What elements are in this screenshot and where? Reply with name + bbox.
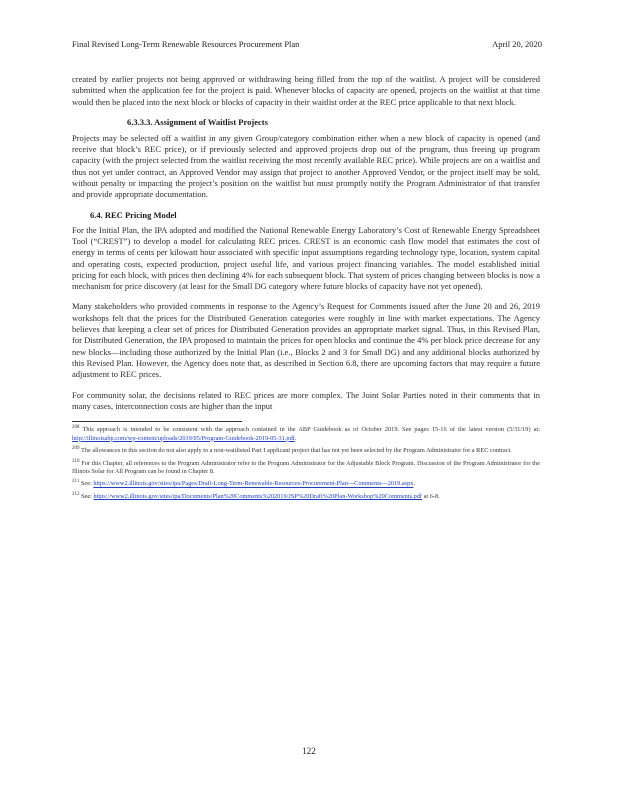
footnote-text: See: — [80, 480, 94, 488]
footnote-number: 212 — [72, 491, 80, 497]
footnote-210 — [72, 458, 540, 477]
footnote-text: See: — [81, 493, 94, 501]
paragraph-crest-model: For the Initial Plan, the IPA adopted and modified the National Renewable Energy Laboratory’s Cost of Renewable Energy Spreadsheet Tool (“CREST”) to develop a model for calculating REC prices. CREST is an economic cash flow model that estimates the cost of energy in terms of cents per kilowatt hour associated with specific input assumptions regarding technology type, location, system capital and operating costs, expected production, project useful life, and various project financing variables. The model established initial pricing for each block, with prices then declining 4% for each subsequent block. That system of prices changing between blocks is now a mechanism for price discovery (at least for the Small DG category where future blocks of capacity have not yet opened). — [72, 224, 540, 292]
footnote-211 — [72, 478, 540, 489]
paragraph-waitlist-assignment: Projects may be selected off a waitlist in any given Group/category combination either when a new block of capacity is opened (and receive that block’s REC price), or if previously selected and approved projects drop out of the program, thus freeing up program capacity (with the project selected from the waitlist receiving the most recently available REC price). While projects are on a waitlist and thus not yet under contract, an Approved Vendor may assign that project to another Approved Vendor, or the project itself may be sold, without penalty or impacting the project’s position on the waitlist but must promptly notify the Program Administrator of that transfer and provide appropriate documentation. — [72, 132, 540, 200]
footnote-link[interactable]: https://www2.illinois.gov/sites/ipa/Pages/Draft-Long-Term-Renewable-Resources-Procurement-Plan---Comments---2019.aspx — [93, 480, 414, 488]
footnote-tail: . — [413, 480, 416, 488]
running-header — [72, 39, 542, 49]
footnote-number: 211 — [72, 479, 80, 485]
footnote-tail: at 6-8. — [422, 493, 440, 501]
footnote-divider — [72, 421, 242, 422]
footnote-number: 210 — [72, 458, 80, 464]
footnote-209 — [72, 445, 540, 456]
footnote-number: 209 — [72, 446, 80, 452]
footnote-tail: . — [294, 434, 297, 442]
footnote-link[interactable]: http://illinoisabp.com/wp-content/uploads/2019/05/Program-Guidebook-2019-05-31.pdf — [72, 434, 295, 442]
footnote-number: 208 — [72, 425, 80, 431]
heading-rec-pricing-model: 6.4. REC Pricing Model — [90, 209, 177, 220]
footnote-text: This approach is intended to be consistent with the approach contained in the ABP Guidebook as of October 2019. See pages 15-16 of the latest version (5/31/19) at: — [82, 426, 540, 434]
header-title: Final Revised Long-Term Renewable Resources Procurement Plan — [72, 39, 300, 49]
page-number: 122 — [302, 746, 316, 756]
paragraph-waitlist-intro: created by earlier projects not being approved or withdrawing being filled from the top of the waitlist. A project will be considered submitted when the application fee for the project is paid. Whenever blocks of capacity are opened, projects on the waitlist at that time would then be placed into the next block or blocks of capacity in their waitlist order at the REC price applicable to that next block. — [72, 74, 540, 107]
footnote-link[interactable]: https://www2.illinois.gov/sites/ipa/Documents/Plan%20Comments%202019/JSP%20Draft%20Plan-Workshop%20Comments.pdf — [93, 493, 422, 501]
footnote-text: The allowances in this section do not also apply to a non-waitlisted Part I applicant project that has not yet been selected by the Program Administrator for a REC contract. — [80, 447, 512, 455]
header-date: April 20, 2020 — [492, 39, 542, 49]
paragraph-community-solar: For community solar, the decisions related to REC prices are more complex. The Joint Solar Parties noted in their comments that in many cases, interconnection costs are higher than the input — [72, 389, 540, 411]
document-body — [72, 74, 540, 502]
heading-assignment-of-waitlist-projects: 6.3.3.3. Assignment of Waitlist Projects — [127, 116, 268, 127]
footnote-text: For this Chapter, all references to the Program Administrator refer to the Program Administrator for the Adjustable Block Program. Discussion of the Program Administrator for the Illinois Solar for All Program can be found in Chapter 8. — [72, 459, 540, 476]
paragraph-stakeholder-comments: Many stakeholders who provided comments in response to the Agency’s Request for Comments issued after the June 20 and 26, 2019 workshops felt that the prices for the Distributed Generation categories were roughly in line with market expectations. The Agency believes that keeping a clear set of prices for Distributed Generation provides an appropriate market signal. Thus, in this Revised Plan, for Distributed Generation, the IPA proposed to maintain the prices for open blocks and continue the 4% per block price decrease for any new blocks—including those authorized by the Initial Plan (i.e., Blocks 2 and 3 for Small DG) and any additional blocks authorized by this Revised Plan. However, the Agency does note that, as described in Section 6.8, there are upcoming factors that may require a future adjustment to REC prices. — [72, 301, 540, 380]
footnote-212 — [72, 491, 540, 502]
footnote-208 — [72, 424, 540, 443]
